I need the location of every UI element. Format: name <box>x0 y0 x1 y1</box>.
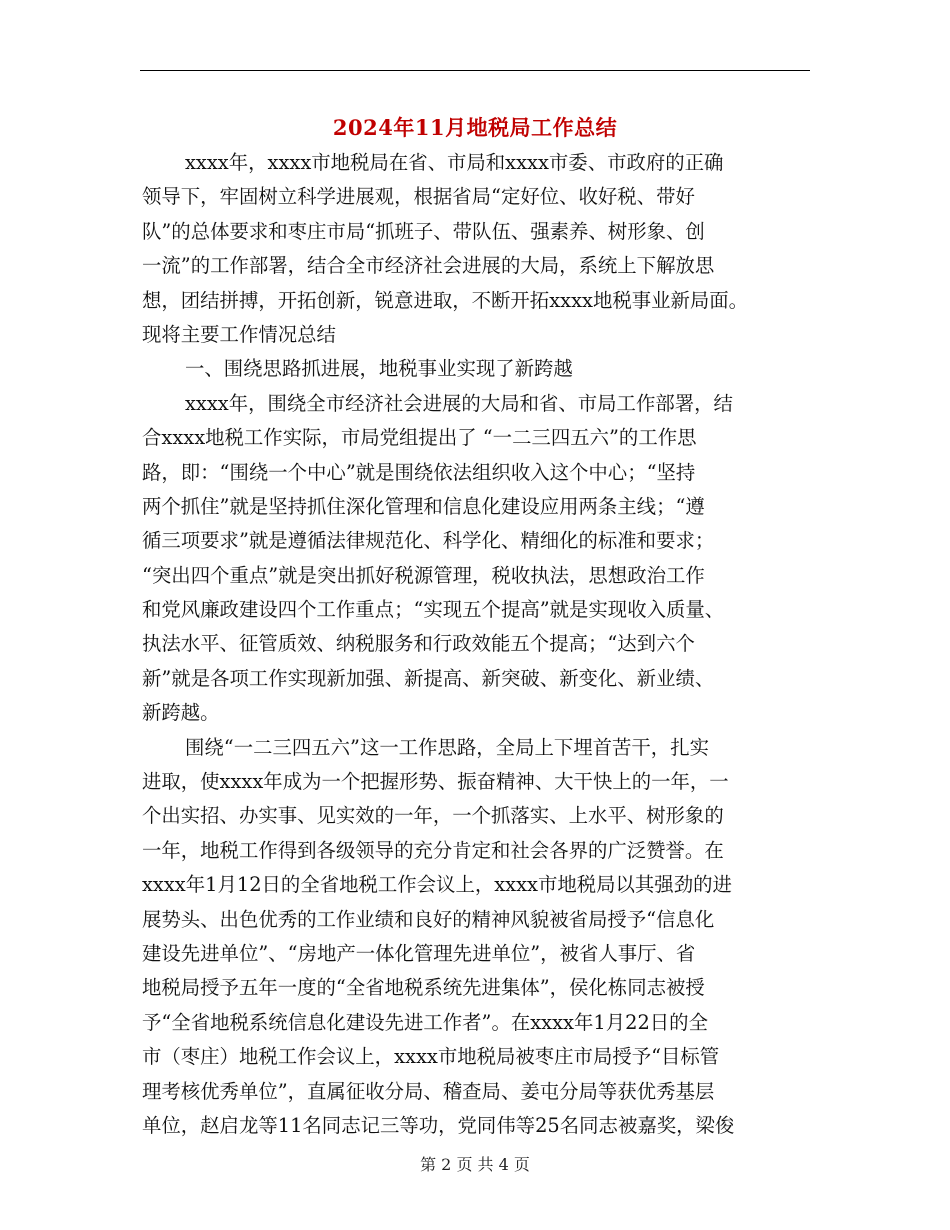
paragraph-line: 循三项要求”就是遵循法律规范化、科学化、精细化的标准和要求； <box>142 529 715 553</box>
paragraph-line: 建设先进单位”、“房地产一体化管理先进单位”，被省人事厅、省 <box>142 941 696 965</box>
paragraph-line: 围绕“一二三四五六”这一工作思路，全局上下埋首苦干，扎实 <box>185 735 709 759</box>
paragraph-line: 队”的总体要求和枣庄市局“抓班子、带队伍、强素养、树形象、创 <box>142 219 705 243</box>
paragraph-line: 合xxxx地税工作实际，市局党组提出了 “一二三四五六”的工作思 <box>142 426 697 450</box>
paragraph-line: 领导下，牢固树立科学进展观，根据省局“定好位、收好税、带好 <box>142 185 695 209</box>
paragraph-line: 和党风廉政建设四个工作重点；“实现五个提高”就是实现收入质量、 <box>142 598 725 622</box>
paragraph-line: 市（枣庄）地税工作会议上，xxxx市地税局被枣庄市局授予“目标管 <box>142 1045 720 1069</box>
paragraph-line: 两个抓住”就是坚持抓住深化管理和信息化建设应用两条主线；“遵 <box>142 494 705 518</box>
paragraph-line: 想，团结拼搏，开拓创新，锐意进取，不断开拓xxxx地税事业新局面。 <box>142 288 749 312</box>
paragraph-line: 进取，使xxxx年成为一个把握形势、振奋精神、大干快上的一年，一 <box>142 770 729 794</box>
paragraph-line: 执法水平、征管质效、纳税服务和行政效能五个提高；“达到六个 <box>142 632 695 656</box>
paragraph-line: xxxx年，围绕全市经济社会进展的大局和省、市局工作部署，结 <box>185 391 733 415</box>
paragraph-line: “突出四个重点”就是突出抓好税源管理，税收执法，思想政治工作 <box>142 563 705 587</box>
section-heading: 一、围绕思路抓进展，地税事业实现了新跨越 <box>185 357 573 381</box>
paragraph-line: 理考核优秀单位”，直属征收分局、稽查局、姜屯分局等获优秀基层 <box>142 1079 715 1103</box>
paragraph-line: 一流”的工作部署，结合全市经济社会进展的大局，系统上下解放思 <box>142 254 715 278</box>
paragraph-line: 新跨越。 <box>142 701 220 725</box>
paragraph-line: 路，即：“围绕一个中心”就是围绕依法组织收入这个中心；“坚持 <box>142 460 696 484</box>
paragraph-line: 单位，赵启龙等11名同志记三等功，党同伟等25名同志被嘉奖，梁俊 <box>142 1113 735 1137</box>
paragraph-line: 地税局授予五年一度的“全省地税系统先进集体”，侯化栋同志被授 <box>142 976 705 1000</box>
page-number: 第 2 页 共 4 页 <box>420 1155 530 1174</box>
paragraph-line: 个出实招、办实事、见实效的一年，一个抓落实、上水平、树形象的 <box>142 804 724 828</box>
document-title: 2024年11月地税局工作总结 <box>332 115 618 140</box>
paragraph-line: xxxx年，xxxx市地税局在省、市局和xxxx市委、市政府的正确 <box>185 151 724 174</box>
paragraph-line: 新”就是各项工作实现新加强、新提高、新突破、新变化、新业绩、 <box>142 666 715 690</box>
header-rule <box>140 70 810 71</box>
paragraph-line: xxxx年1月12日的全省地税工作会议上，xxxx市地税局以其强劲的进 <box>142 873 732 897</box>
paragraph-line: 予“全省地税系统信息化建设先进工作者”。在xxxx年1月22日的全 <box>142 1010 708 1034</box>
paragraph-line: 展势头、出色优秀的工作业绩和良好的精神风貌被省局授予“信息化 <box>142 907 715 931</box>
paragraph-line: 一年，地税工作得到各级领导的充分肯定和社会各界的广泛赞誉。在 <box>142 838 724 862</box>
document-body <box>142 146 812 1143</box>
paragraph-line: 现将主要工作情况总结 <box>142 322 336 346</box>
